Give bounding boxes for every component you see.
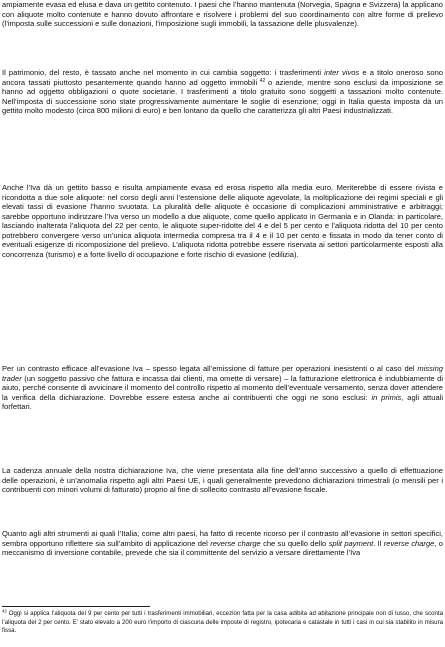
footnote-reference: 42 (257, 77, 268, 84)
text-run: Quanto agli altri strumenti ai quali l’Italia, come altri paesi, ha fatto di recente ricorso per il contrasto all’evasione in settori specifici, sembra opportuno riflettere sia sull’ambito di applicazione del (2, 529, 443, 548)
text-run: La cadenza annuale della nostra dichiarazione Iva, che viene presentata alla fine dell’anno successivo a quello di effettuazione delle operazioni, è un’anomalia rispetto agli altri Paesi UE, i quali generalmente prevedono dichiarazioni trimestrali (o mensili per i contribuenti con minori volumi di fatturato) proprio al fine di sollecito contrasto all’evasione fiscale. (2, 466, 443, 495)
footnote-separator (2, 606, 150, 607)
footnote-number: 42 (2, 608, 7, 614)
text-run: che su quello dello (260, 538, 329, 548)
italic-term: inter vivos (324, 68, 360, 77)
italic-term: missing trader (2, 364, 443, 383)
paragraph-iva-declaration-frequency (2, 466, 443, 495)
text-run: (un soggetto passivo che fattura e incassa dai clienti, ma omette di versare) – la fatturazione elettronica è indubbiamente di aiuto, perché consente di avvicinare il momento del controllo rispetto al momento dell’eventuale versamento, senza dover attendere la verifica della dichiarazione. Dovrebbe essere estesa anche ai contribuenti che oggi ne sono esclusi: (2, 373, 443, 402)
text-run: e a titolo oneroso sono ancora tassati piuttosto pesantemente quando hanno ad oggetto immobili (2, 68, 443, 87)
paragraph-iva-rates (2, 183, 443, 259)
text-run: Anche l’Iva dà un gettito basso e risulta ampiamente evasa ed erosa rispetto alla media euro. Meriterebbe di essere rivista e ricondotta a due sole aliquote: nel corso degli anni l’estensione delle aliquote agevolate, la moltiplicazione dei regimi speciali e gli elevati tassi di evasione l’hanno svuotata. La pluralità delle aliquote è occasione di complicazioni amministrative e arbitraggi; sarebbe opportuno indirizzare l’Iva verso un modello a due aliquote, come quello applicato in Germania e in Olanda: in particolare, lasciando inalterata l’aliquota del 22 per cento, le aliquote super-ridotte del 4 e del 5 per cento e l’aliquota ridotta del 10 per cento potrebbero convergere verso un’unica aliquota intermedia compresa tra il 4 e il 10 per cento e fissata in modo da tener conto di eventuali esigenze di ricomposizione del prelievo. L’aliquota ridotta potrebbe essere riservata ai settori particolarmente esposti alla concorrenza (turismo) e a forte livello di occupazione e forte rischio di evasione (edilizia). (2, 183, 443, 259)
paragraph-iva-evasion-e-invoicing (2, 364, 443, 412)
text-run: , o meccanismo di inversione contabile, prevede che sia il committente del servizio a versare direttamente l’Iva (2, 538, 443, 558)
footnote-42 (2, 610, 443, 636)
text-run: o aziende, mentre sono esclusi da imposizione se hanno ad oggetto obbligazioni o quote societarie. I trasferimenti a titolo gratuito sono soggetti a tassazioni molto contenute. Nell’imposta di successione sono state progressivamente aumentare le soglie di esenzione; oggi in Italia questa imposta dà un gettito molto modesto (circa 800 milioni di euro) e ben lontano da quello che caratterizza gli altri Paesi industrializzati. (2, 77, 444, 116)
italic-term: reverse charge (383, 538, 435, 548)
text-run: Per un contrasto efficace all’evasione Iva – spesso legata all’emissione di fatture per operazioni inesistenti o al caso del (2, 364, 418, 373)
italic-term: reverse charge (210, 538, 261, 548)
text-run: Il patrimonio, del resto, è tassato anche nel momento in cui cambia soggetto: i trasferimenti (2, 68, 325, 77)
paragraph-wealth-tax-countries (2, 0, 443, 29)
paragraph-property-transfer-tax (2, 68, 443, 116)
text-run: . Il (373, 538, 384, 548)
text-run: ampiamente evasa ed elusa e dava un gettito contenuto. I paesi che l’hanno mantenuta (Norvegia, Spagna e Svizzera) la applicano con aliquote molto contenute e hanno dovuto affrontare e risolvere i problemi del suo coordinamento con altre forme di prelievo (l’imposta sulle successioni e sulle donazioni, l’imposizione sugli immobili, la tassazione delle plusvalenze). (2, 0, 443, 29)
footnote-text: Oggi si applica l’aliquota del 9 per cento per tutti i trasferimenti immobiliari, eccezion fatta per la casa adibita ad abitazione principale non di lusso, che sconta l’aliquota del 2 per cento. E’ stato elevato a 200 euro l’importo di ciascuna delle imposte di registro, ipotecaria e catastale in tutti i casi in cui sia stabilito in misura fissa. (2, 610, 443, 635)
paragraph-reverse-charge (2, 529, 443, 558)
italic-term: in primis (371, 392, 402, 402)
text-run: , agli attuali forfettari. (2, 392, 443, 412)
italic-term: split payment (328, 538, 374, 548)
